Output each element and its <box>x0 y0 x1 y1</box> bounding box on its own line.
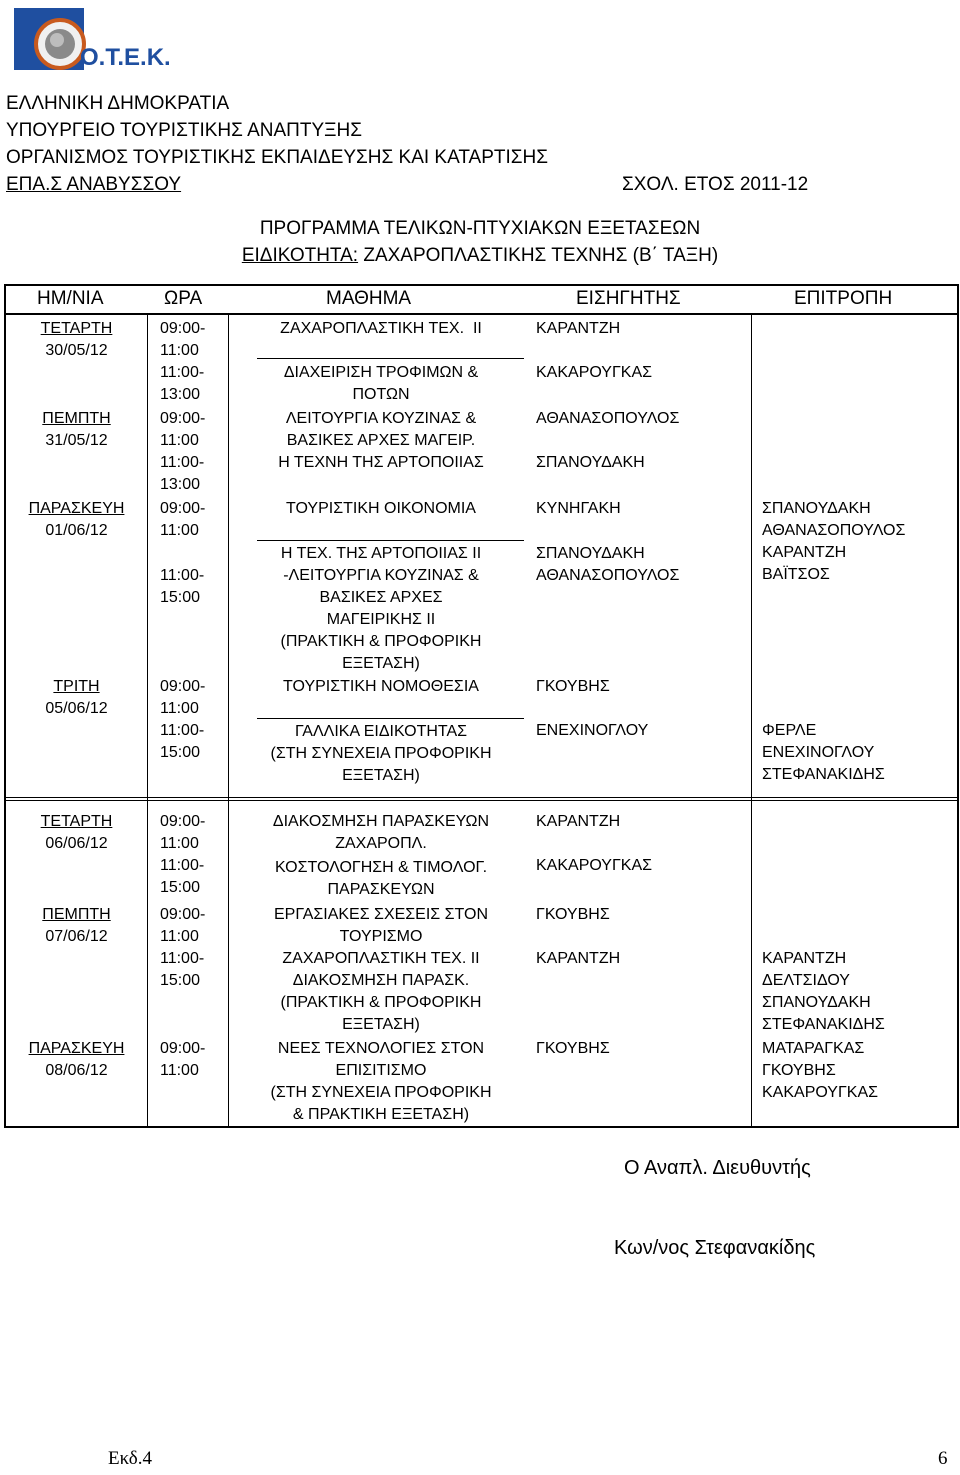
col-header-committee: ΕΠΙΤΡΟΠΗ <box>794 288 893 309</box>
exam-subject: ΝΕΕΣ ΤΕΧΝΟΛΟΓΙΕΣ ΣΤΟΝ ΕΠΙΣΙΤΙΣΜΟ (ΣΤΗ ΣΥΝΕΧΕΙΑ ΠΡΟΦΟΡΙΚΗ & ΠΡΑΚΤΙΚΗ ΕΞΕΤΑΣΗ) <box>270 1040 492 1123</box>
row-line-b <box>257 540 524 541</box>
exam-time: 09:00- 11:00 <box>160 1040 206 1079</box>
col-header-subject: ΜΑΘΗΜΑ <box>326 288 412 309</box>
exam-time: 11:00- 15:00 <box>160 857 205 896</box>
exam-subject: ΛΕΙΤΟΥΡΓΙΑ ΚΟΥΖΙΝΑΣ & ΒΑΣΙΚΕΣ ΑΡΧΕΣ ΜΑΓΕΙΡ. <box>285 410 477 449</box>
exam-teacher: ΣΠΑΝΟΥΔΑΚΗ <box>536 454 645 471</box>
col-header-date: ΗΜ/ΝΙΑ <box>37 288 104 309</box>
logo-text: Ο.Τ.Ε.Κ. <box>80 44 171 71</box>
table-bottom-border <box>4 1126 959 1128</box>
col-header-time: ΩΡΑ <box>164 288 203 309</box>
exam-teacher: ΓΚΟΥΒΗΣ <box>536 1040 610 1057</box>
exam-teacher: ΕΝΕΧΙΝΟΓΛΟΥ <box>536 722 649 739</box>
exam-time: 11:00- 13:00 <box>160 364 205 403</box>
exam-teacher: ΚΑΚΑΡΟΥΓΚΑΣ <box>536 364 653 381</box>
exam-subject: ΔΙΑΚΟΣΜΗΣΗ ΠΑΡΑΣΚΕΥΩΝ ΖΑΧΑΡΟΠΛ. <box>272 813 490 852</box>
header-line-3: ΟΡΓΑΝΙΣΜΟΣ ΤΟΥΡΙΣΤΙΚΗΣ ΕΚΠΑΙΔΕΥΣΗΣ ΚΑΙ ΚΑΤΑΡΤΙΣΗΣ <box>6 147 549 168</box>
col-divider-2 <box>228 314 229 1126</box>
specialty-label: ΕΙΔΙΚΟΤΗΤΑ: <box>241 245 359 266</box>
exam-committee: ΣΠΑΝΟΥΔΑΚΗ ΑΘΑΝΑΣΟΠΟΥΛΟΣ ΚΑΡΑΝΤΖΗ ΒΑΪΤΣΟΣ <box>762 500 906 583</box>
exam-day: ΤΕΤΑΡΤΗ 06/06/12 <box>40 813 113 852</box>
exam-time: 11:00- 13:00 <box>160 454 205 493</box>
exam-teacher: ΚΥΝΗΓΑΚΗ <box>536 500 621 517</box>
exam-time: 09:00- 11:00 <box>160 906 206 945</box>
exam-day: ΤΡΙΤΗ 05/06/12 <box>45 678 108 717</box>
col-divider-3 <box>751 314 752 1126</box>
header-line-2: ΥΠΟΥΡΓΕΙΟ ΤΟΥΡΙΣΤΙΚΗΣ ΑΝΑΠΤΥΞΗΣ <box>6 120 362 141</box>
edition-label: Εκδ.4 <box>108 1448 152 1469</box>
school-name: ΕΠΑ.Σ ΑΝΑΒΥΣΣΟΥ <box>6 174 182 195</box>
exam-subject: Η ΤΕΧΝΗ ΤΗΣ ΑΡΤΟΠΟΙΙΑΣ <box>278 454 484 471</box>
exam-subject: ΤΟΥΡΙΣΤΙΚΗ ΝΟΜΟΘΕΣΙΑ <box>283 678 479 695</box>
col-header-teacher: ΕΙΣΗΓΗΤΗΣ <box>576 288 681 309</box>
exam-time: 11:00- 15:00 <box>160 950 205 989</box>
header-line-1: ΕΛΛΗΝΙΚΗ ΔΗΜΟΚΡΑΤΙΑ <box>6 93 230 114</box>
row-line-c <box>257 718 524 719</box>
exam-committee: ΜΑΤΑΡΑΓΚΑΣ ΓΚΟΥΒΗΣ ΚΑΚΑΡΟΥΓΚΑΣ <box>762 1040 879 1101</box>
exam-time: 09:00- 11:00 <box>160 500 206 539</box>
exam-time: 11:00- 15:00 <box>160 722 205 761</box>
deputy-director-role: Ο Αναπλ. Διευθυντής <box>624 1157 811 1179</box>
exam-subject: ΖΑΧΑΡΟΠΛΑΣΤΙΚΗ ΤΕΧ. ΙΙ <box>280 320 482 337</box>
exam-subject: ΓΑΛΛΙΚΑ ΕΙΔΙΚΟΤΗΤΑΣ (ΣΤΗ ΣΥΝΕΧΕΙΑ ΠΡΟΦΟΡΙΚΗ ΕΞΕΤΑΣΗ) <box>270 723 492 784</box>
exam-time: 09:00- 11:00 <box>160 678 206 717</box>
exam-teacher: ΓΚΟΥΒΗΣ <box>536 906 610 923</box>
exam-subject: ΤΟΥΡΙΣΤΙΚΗ ΟΙΚΟΝΟΜΙΑ <box>286 500 476 517</box>
exam-teacher: ΚΑΡΑΝΤΖΗ <box>536 950 621 967</box>
exam-subject: ΔΙΑΧΕΙΡΙΣΗ ΤΡΟΦΙΜΩΝ & ΠΟΤΩΝ <box>283 364 479 403</box>
specialty-line <box>0 243 960 269</box>
exam-teacher: ΣΠΑΝΟΥΔΑΚΗ ΑΘΑΝΑΣΟΠΟΥΛΟΣ <box>536 545 680 584</box>
exam-time: 09:00- 11:00 <box>160 813 206 852</box>
exam-subject: ΚΟΣΤΟΛΟΓΗΣΗ & ΤΙΜΟΛΟΓ. ΠΑΡΑΣΚΕΥΩΝ <box>274 859 488 898</box>
exam-day: ΤΕΤΑΡΤΗ 30/05/12 <box>40 320 113 359</box>
table-right-border <box>957 284 959 1128</box>
row-line-a <box>257 358 524 359</box>
exam-day: ΠΕΜΠΤΗ 31/05/12 <box>42 410 111 449</box>
exam-time: 09:00- 11:00 <box>160 410 206 449</box>
col-divider-1 <box>147 314 148 1126</box>
deputy-director-name: Κων/νος Στεφανακίδης <box>614 1237 816 1259</box>
exam-day: ΠΑΡΑΣΚΕΥΗ 08/06/12 <box>28 1040 125 1079</box>
exam-time: 09:00- 11:00 <box>160 320 206 359</box>
exam-teacher: ΚΑΡΑΝΤΖΗ <box>536 320 621 337</box>
exam-teacher: ΚΑΡΑΝΤΖΗ <box>536 813 621 830</box>
exam-day: ΠΕΜΠΤΗ 07/06/12 <box>42 906 111 945</box>
exam-day: ΠΑΡΑΣΚΕΥΗ 01/06/12 <box>28 500 125 539</box>
page-number: 6 <box>938 1448 948 1469</box>
exam-schedule-title: ΠΡΟΓΡΑΜΜΑ ΤΕΛΙΚΩΝ-ΠΤΥΧΙΑΚΩΝ ΕΞΕΤΑΣΕΩΝ <box>259 218 701 239</box>
exam-teacher: ΚΑΚΑΡΟΥΓΚΑΣ <box>536 857 653 874</box>
exam-committee: ΦΕΡΛΕ ΕΝΕΧΙΝΟΓΛΟΥ ΣΤΕΦΑΝΑΚΙΔΗΣ <box>762 722 885 783</box>
exam-committee: ΚΑΡΑΝΤΖΗ ΔΕΛΤΣΙΔΟΥ ΣΠΑΝΟΥΔΑΚΗ ΣΤΕΦΑΝΑΚΙΔΗΣ <box>762 950 885 1033</box>
exam-subject: ΖΑΧΑΡΟΠΛΑΣΤΙΚΗ ΤΕΧ. ΙΙ ΔΙΑΚΟΣΜΗΣΗ ΠΑΡΑΣΚ. (ΠΡΑΚΤΙΚΗ & ΠΡΟΦΟΡΙΚΗ ΕΞΕΤΑΣΗ) <box>280 950 482 1033</box>
exam-teacher: ΑΘΑΝΑΣΟΠΟΥΛΟΣ <box>536 410 680 427</box>
exam-subject: Η ΤΕΧ. ΤΗΣ ΑΡΤΟΠΟΙΙΑΣ ΙΙ -ΛΕΙΤΟΥΡΓΙΑ ΚΟΥΖΙΝΑΣ & ΒΑΣΙΚΕΣ ΑΡΧΕΣ ΜΑΓΕΙΡΙΚΗΣ ΙΙ (ΠΡΑΚΤΙΚΗ & ΠΡΟΦΟΡΙΚΗ ΕΞΕΤΑΣΗ) <box>280 545 482 672</box>
otek-logo <box>10 6 180 74</box>
school-year: ΣΧΟΛ. ΕΤΟΣ 2011-12 <box>622 174 809 195</box>
exam-subject: ΕΡΓΑΣΙΑΚΕΣ ΣΧΕΣΕΙΣ ΣΤΟΝ ΤΟΥΡΙΣΜΟ <box>274 906 488 945</box>
exam-teacher: ΓΚΟΥΒΗΣ <box>536 678 610 695</box>
exam-time: 11:00- 15:00 <box>160 567 205 606</box>
specialty-value: ΖΑΧΑΡΟΠΛΑΣΤΙΚΗΣ ΤΕΧΝΗΣ (Β΄ ΤΑΞΗ) <box>358 245 719 266</box>
